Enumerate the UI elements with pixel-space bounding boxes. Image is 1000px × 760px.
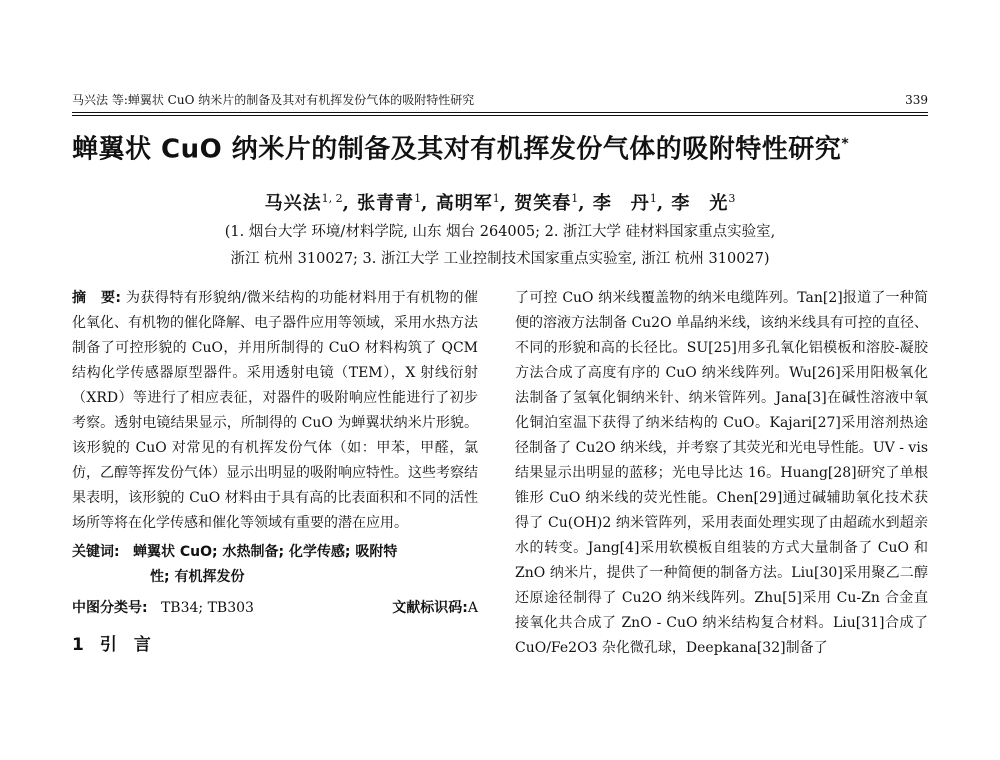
paper-title-text: 蝉翼状 CuO 纳米片的制备及其对有机挥发份气体的吸附特性研究: [72, 134, 842, 165]
intro-paragraph: 了可控 CuO 纳米线覆盖物的纳米电缆阵列。Tan[2]报道了一种简便的溶液方法制备 Cu2O 单晶纳米线，该纳米线具有可控的直径、不同的形貌和高的长径比。SU[25]用多孔氧化铝模板和溶胶-凝胶方法合成了高度有序的 CuO 纳米线阵列。Wu[26]采用阳极氧化法制备了氢氧化铜纳米针、纳米管阵列。Jana[3]在碱性溶液中氧化铜泊室温下获得了纳米结构的 CuO。Kajari[27]采用溶剂热途径制备了 Cu2O 纳米线，并考察了其荧光和光电导性能。UV - vis 结果显示出明显的蓝移；光电导比达 16。Huang[28]研究了单根锥形 CuO 纳米线的荧光性能。Chen[29]通过碱辅助氧化技术获得了 Cu(OH)2 纳米管阵列，采用表面处理实现了由超疏水到超亲水的转变。Jang[4]采用软模板自组装的方式大量制备了 CuO 和 ZnO 纳米片，提供了一种简便的制备方法。Liu[30]采用聚乙二醇还原途径制得了 Cu2O 纳米线阵列。Zhu[5]采用 Cu-Zn 合金直接氧化共合成了 ZnO - CuO 纳米结构复合材料。Liu[31]合成了 CuO/Fe2O3 杂化微孔球，Deepkana[32]制备了: [515, 290, 929, 656]
classification-label: 中图分类号:: [72, 600, 148, 616]
intro-body-text: [515, 286, 928, 661]
classification-row: [72, 596, 478, 621]
doc-code-value: A: [467, 600, 478, 616]
abstract-label: 摘 要:: [72, 290, 122, 306]
author: 张青青$^1$: [357, 192, 422, 214]
title-footnote-mark: *: [841, 136, 850, 152]
author: 马兴法$^{1, 2}$: [264, 192, 343, 214]
running-head-text: 马兴法 等:蝉翼状 CuO 纳米片的制备及其对有机挥发份气体的吸附特性研究: [72, 93, 475, 107]
abstract: [72, 286, 478, 536]
page-number: 339: [905, 93, 928, 107]
keywords-label: 关键词:: [72, 544, 120, 560]
header-rule-thick: [72, 112, 928, 113]
paper-title: [72, 127, 928, 167]
keywords-continuation: [72, 565, 478, 590]
doc-code-label: 文献标识码:: [392, 600, 468, 616]
author: 高明军$^1$: [435, 192, 500, 214]
affiliation-line-1: (1. 烟台大学 环境/材料学院, 山东 烟台 264005; 2. 浙江大学 硅材料国家重点实验室,: [224, 224, 776, 240]
author-list: 马兴法$^{1, 2}$, 张青青$^1$, 高明军$^1$, 贺笑春$^1$, 李 丹$^1$, 李 光$^3$: [264, 192, 736, 214]
keywords-line-1: 蝉翼状 CuO; 水热制备; 化学传感; 吸附特: [132, 544, 398, 560]
left-column: [72, 286, 478, 658]
right-column: [515, 286, 928, 661]
keywords: [72, 540, 478, 565]
author: 李 丹$^1$: [592, 192, 657, 214]
section-title: 引 言: [99, 635, 151, 655]
author: 贺笑春$^1$: [514, 192, 579, 214]
section-heading: [72, 633, 478, 658]
header-rule-thin: [72, 115, 928, 116]
section-number: 1: [72, 635, 84, 655]
abstract-text: 为获得特有形貌纳/微米结构的功能材料用于有机物的催化氧化、有机物的催化降解、电子器件应用等领域，采用水热方法制备了可控形貌的 CuO，并用所制得的 CuO 材料构筑了 QCM 结构化学传感器原型器件。采用透射电镜（TEM），X 射线衍射（XRD）等进行了相应表征，对器件的吸附响应性能进行了初步考察。透射电镜结果显示，所制得的 CuO 为蝉翼状纳米片形貌。该形貌的 CuO 对常见的有机挥发份气体（如：甲苯，甲醛，氯仿，乙醇等挥发份气体）显示出明显的吸附响应特性。这些考察结果表明，该形貌的 CuO 材料由于具有高的比表面积和不同的活性场所等将在化学传感和催化等领域有重要的潜在应用。: [72, 290, 478, 531]
author: 李 光$^3$: [671, 192, 736, 214]
classification-value: TB34; TB303: [160, 600, 254, 616]
running-head: [72, 92, 928, 108]
keywords-line-2: 性; 有机挥发份: [150, 569, 245, 585]
affiliation-line-2: 浙江 杭州 310027; 3. 浙江大学 工业控制技术国家重点实验室, 浙江 杭州 310027): [230, 251, 770, 267]
